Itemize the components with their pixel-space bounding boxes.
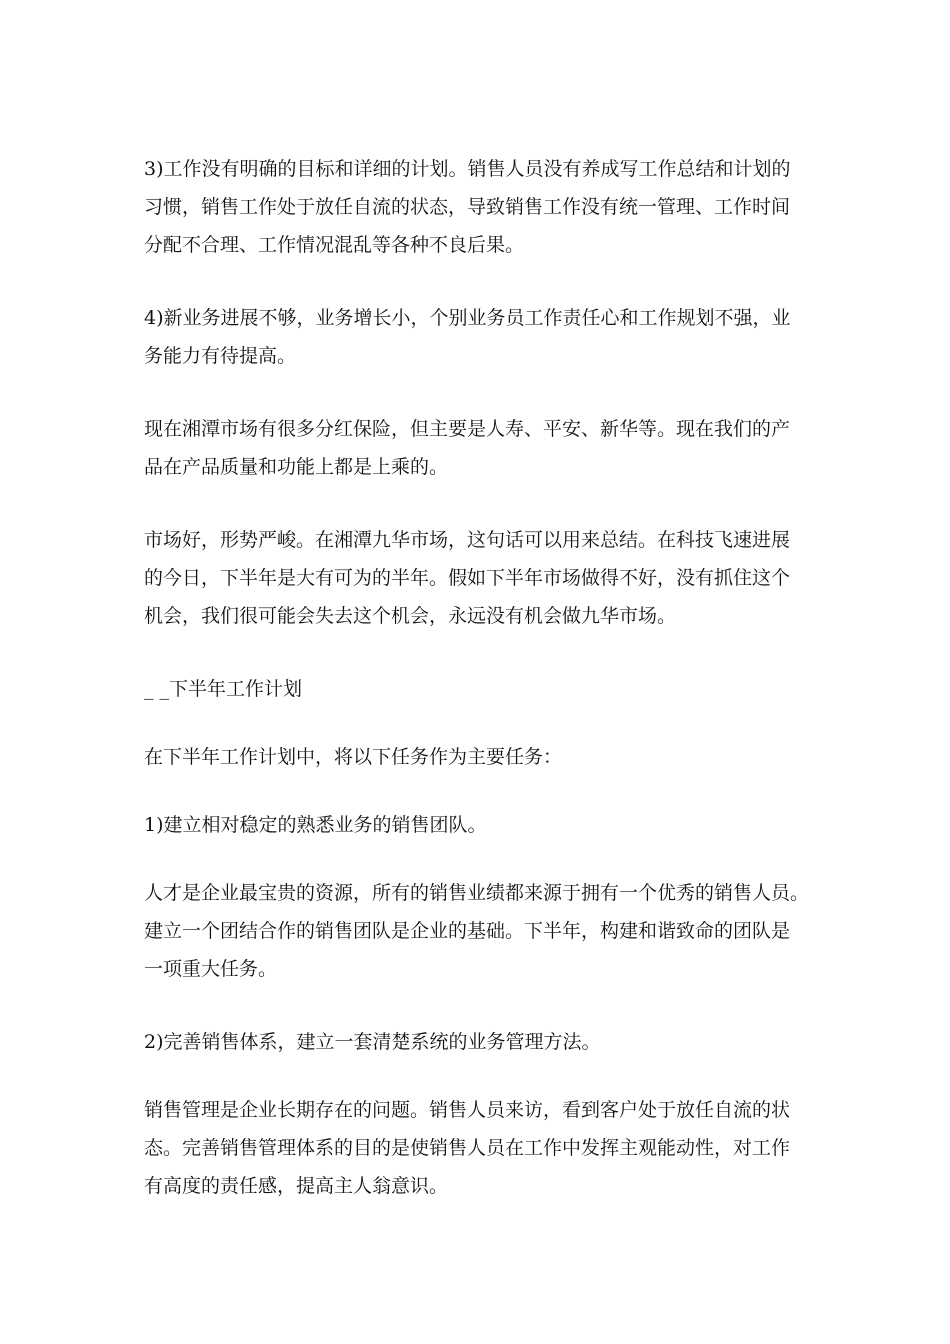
text-line: 4)新业务进展不够，业务增长小，个别业务员工作责任心和工作规划不强，业 — [144, 307, 791, 329]
paragraph-problem-4 — [144, 299, 806, 375]
text-line: 市场好，形势严峻。在湘潭九华市场，这句话可以用来总结。在科技飞速进展 — [144, 529, 791, 551]
text-line: 有高度的责任感，提高主人翁意识。 — [144, 1175, 449, 1197]
paragraph-sales-management — [144, 1091, 806, 1205]
text-line: 2)完善销售体系，建立一套清楚系统的业务管理方法。 — [144, 1031, 601, 1053]
text-line: 人才是企业最宝贵的资源，所有的销售业绩都来源于拥有一个优秀的销售人员。 — [144, 882, 810, 904]
text-line: 务能力有待提高。 — [144, 345, 297, 367]
text-line: 一项重大任务。 — [144, 958, 278, 980]
text-line: 在下半年工作计划中，将以下任务作为主要任务： — [144, 746, 563, 768]
text-line: 品在产品质量和功能上都是上乘的。 — [144, 456, 449, 478]
paragraph-plan-intro — [144, 738, 806, 776]
text-line: 销售管理是企业长期存在的问题。销售人员来访，看到客户处于放任自流的状 — [144, 1099, 791, 1121]
text-line: 3)工作没有明确的目标和详细的计划。销售人员没有养成写工作总结和计划的 — [144, 158, 791, 180]
paragraph-market-insurance — [144, 410, 806, 486]
text-line: _ _下半年工作计划 — [144, 678, 303, 700]
section-heading-plan — [144, 670, 806, 708]
text-line: 1)建立相对稳定的熟悉业务的销售团队。 — [144, 814, 487, 836]
text-line: 现在湘潭市场有很多分红保险，但主要是人寿、平安、新华等。现在我们的产 — [144, 418, 791, 440]
text-line: 建立一个团结合作的销售团队是企业的基础。下半年，构建和谐致命的团队是 — [144, 920, 791, 942]
paragraph-task-1 — [144, 806, 806, 844]
text-line: 习惯，销售工作处于放任自流的状态，导致销售工作没有统一管理、工作时间 — [144, 196, 791, 218]
paragraph-market-situation — [144, 521, 806, 635]
text-line: 分配不合理、工作情况混乱等各种不良后果。 — [144, 234, 525, 256]
document-body — [144, 150, 810, 1240]
paragraph-problem-3 — [144, 150, 806, 264]
text-line: 态。完善销售管理体系的目的是使销售人员在工作中发挥主观能动性，对工作 — [144, 1137, 791, 1159]
paragraph-task-2 — [144, 1023, 806, 1061]
paragraph-talent — [144, 874, 810, 988]
text-line: 机会，我们很可能会失去这个机会，永远没有机会做九华市场。 — [144, 605, 677, 627]
text-line: 的今日，下半年是大有可为的半年。假如下半年市场做得不好，没有抓住这个 — [144, 567, 791, 589]
